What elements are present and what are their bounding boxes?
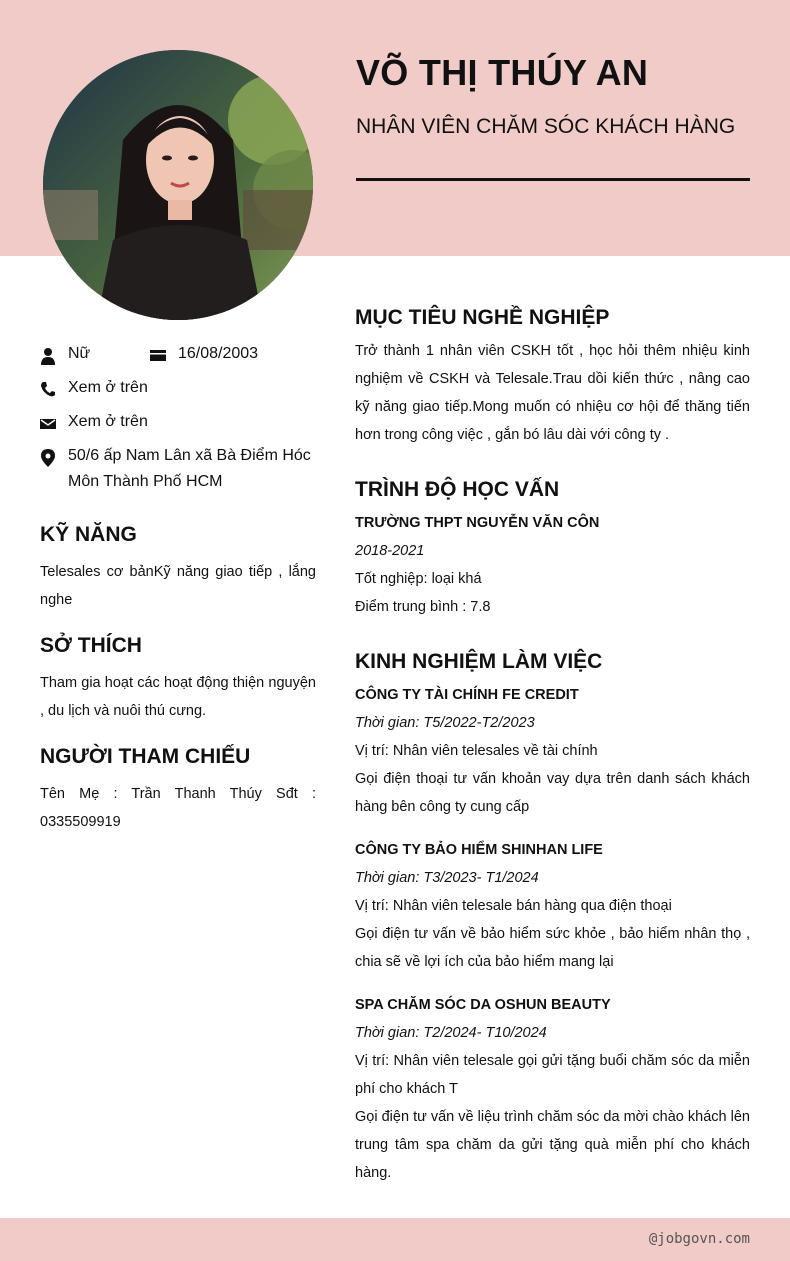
education-heading: TRÌNH ĐỘ HỌC VẤN <box>355 478 560 501</box>
birthday-value: 16/08/2003 <box>178 345 259 362</box>
skills-heading: KỸ NĂNG <box>40 523 137 546</box>
location-pin-icon <box>40 449 56 467</box>
education-gpa: Điểm trung bình : 7.8 <box>355 599 491 615</box>
hobbies-text: Tham gia hoạt các hoạt động thiện nguyện , du lịch và nuôi thú cưng. <box>40 675 316 719</box>
address-value: 50/6 ấp Nam Lân xã Bà Điểm Hóc Môn Thành Phố HCM <box>68 447 311 490</box>
email-row <box>40 413 320 435</box>
address-row <box>40 447 316 495</box>
gender-value: Nữ <box>68 345 91 362</box>
job-company: SPA CHĂM SÓC DA OSHUN BEAUTY <box>355 997 611 1013</box>
job-position: Vị trí: Nhân viên telesales về tài chính <box>355 743 598 759</box>
objective-section <box>355 306 750 449</box>
objective-text: Trở thành 1 nhân viên CSKH tốt , học hỏi thêm nhiệu kinh nghiệm về CSKH và Telesale.Trau dồi kiến thức , nâng cao kỹ năng giao tiếp.Mong muốn có nhiệu cơ hội để thăng tiến hơn trong công việc , gắn bó lâu dài với công ty . <box>355 343 750 443</box>
job-period: Thời gian: T2/2024- T10/2024 <box>355 1025 547 1041</box>
skills-text: Telesales cơ bảnKỹ năng giao tiếp , lắng nghe <box>40 564 316 608</box>
phone-value: Xem ở trên <box>68 379 148 396</box>
phone-icon <box>40 381 56 399</box>
job-entry <box>355 681 750 821</box>
email-value: Xem ở trên <box>68 413 148 430</box>
phone-row <box>40 379 320 401</box>
job-description: Gọi điện tư vấn về liệu trình chăm sóc da mời chào khách lên trung tâm spa chăm da gửi tặng quà miễn phí cho khách hàng. <box>355 1109 750 1181</box>
hobbies-heading: SỞ THÍCH <box>40 634 142 657</box>
title-divider <box>356 178 750 181</box>
person-icon <box>40 347 56 365</box>
job-position: Vị trí: Nhân viên telesale gọi gửi tặng buổi chăm sóc da miễn phí cho khách T <box>355 1053 750 1097</box>
education-school: TRƯỜNG THPT NGUYỄN VĂN CÔN <box>355 515 600 531</box>
birthday-row <box>150 345 320 367</box>
profile-photo <box>43 50 313 320</box>
job-entry <box>355 991 750 1187</box>
experience-section <box>355 650 750 1187</box>
calendar-icon <box>150 347 166 365</box>
references-heading: NGƯỜI THAM CHIẾU <box>40 745 251 768</box>
candidate-name: VÕ THỊ THÚY AN <box>356 52 649 93</box>
education-section <box>355 478 750 621</box>
job-entry <box>355 836 750 976</box>
job-company: CÔNG TY BẢO HIỂM SHINHAN LIFE <box>355 842 603 858</box>
experience-heading: KINH NGHIỆM LÀM VIỆC <box>355 650 603 673</box>
job-description: Gọi điện thoại tư vấn khoản vay dựa trên danh sách khách hàng bên công ty cung cấp <box>355 771 750 815</box>
candidate-title: NHÂN VIÊN CHĂM SÓC KHÁCH HÀNG <box>356 115 736 138</box>
education-period: 2018-2021 <box>355 543 425 559</box>
job-period: Thời gian: T5/2022-T2/2023 <box>355 715 535 731</box>
envelope-icon <box>40 415 56 433</box>
objective-heading: MỤC TIÊU NGHỀ NGHIỆP <box>355 306 610 329</box>
job-description: Gọi điện tư vấn về bảo hiểm sức khỏe , bảo hiểm nhân thọ , chia sẽ về lợi ích của bảo hiểm mang lại <box>355 926 750 970</box>
education-grade: Tốt nghiệp: loại khá <box>355 571 482 587</box>
job-company: CÔNG TY TÀI CHÍNH FE CREDIT <box>355 687 579 703</box>
watermark: @jobgovn.com <box>648 1231 750 1247</box>
job-position: Vị trí: Nhân viên telesale bán hàng qua điện thoại <box>355 898 672 914</box>
job-period: Thời gian: T3/2023- T1/2024 <box>355 870 539 886</box>
references-text: Tên Mẹ : Trần Thanh Thúy Sđt : 0335509919 <box>40 786 316 830</box>
